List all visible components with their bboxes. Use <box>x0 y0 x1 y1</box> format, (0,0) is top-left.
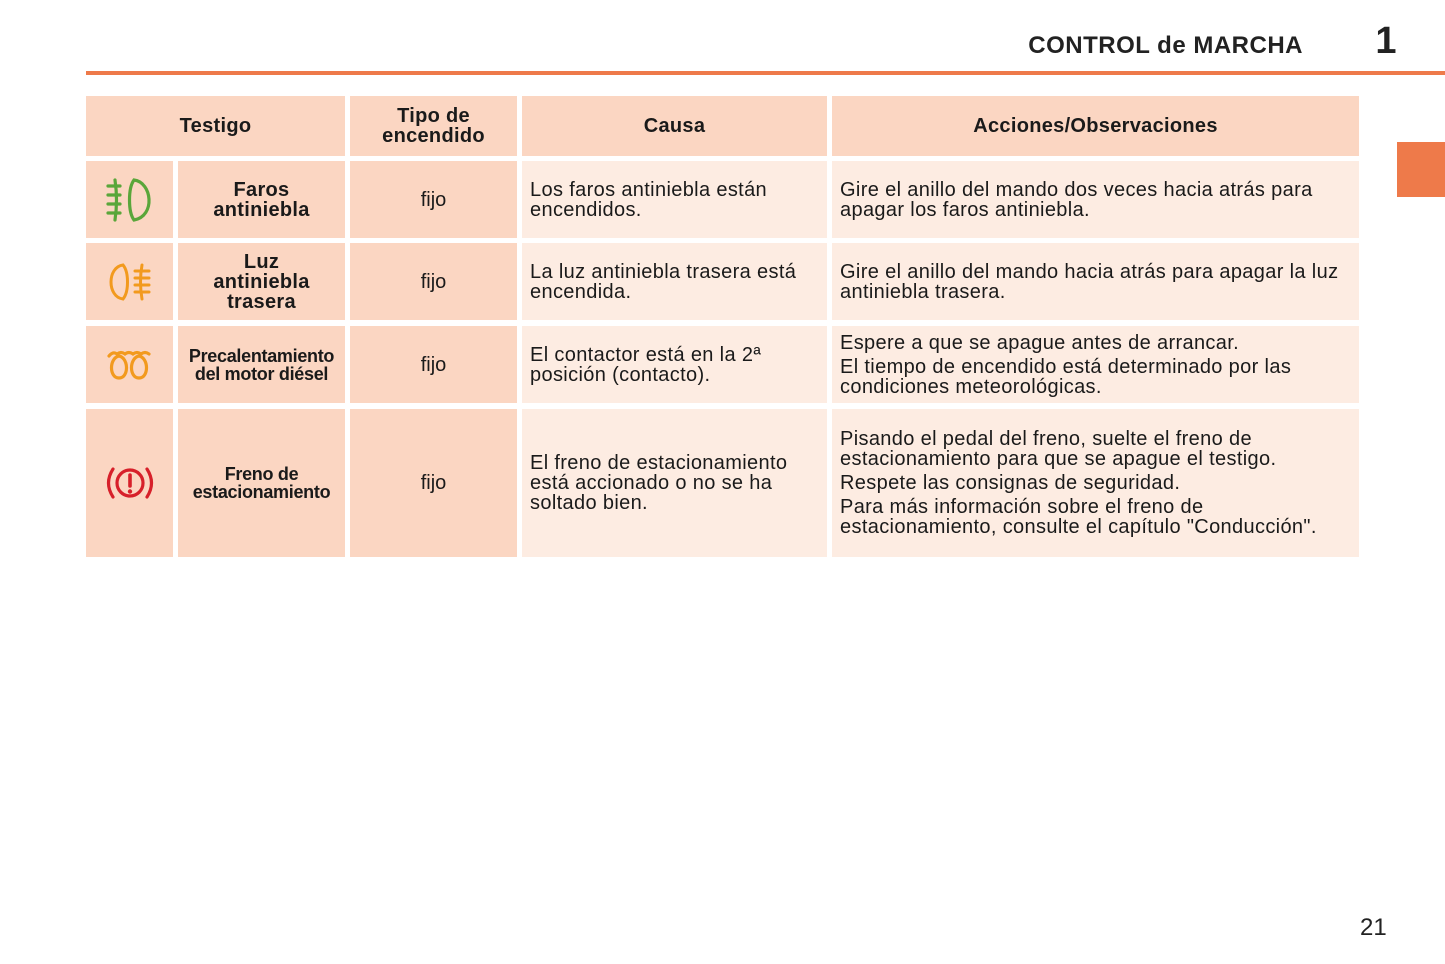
table-row-type: fijo <box>350 409 517 557</box>
fog-light-front-icon <box>104 176 156 224</box>
action-line: Espere a que se apague antes de arrancar. <box>840 331 1240 354</box>
action-line: Respete las consignas de seguridad. <box>840 472 1181 494</box>
column-header-testigo: Testigo <box>86 96 345 156</box>
table-row-icon-cell <box>86 161 173 238</box>
table-row-name: Luz antiniebla trasera <box>178 243 345 320</box>
table-row-cause: El contactor está en la 2ª posición (contacto). <box>522 326 827 403</box>
column-header-acciones: Acciones/Observaciones <box>832 96 1359 156</box>
chapter-number: 1 <box>1375 20 1397 62</box>
table-row-type: fijo <box>350 161 517 238</box>
glow-plug-icon <box>107 348 153 382</box>
page-number: 21 <box>1360 914 1387 941</box>
table-row-name: Freno de estacionamiento <box>178 409 345 557</box>
header-rule <box>86 71 1445 75</box>
table-row-icon-cell <box>86 409 173 557</box>
action-line: Para más información sobre el freno de estacionamiento, consulte el capítulo "Conducción". <box>840 496 1317 538</box>
table-row-actions: Gire el anillo del mando hacia atrás para apagar la luz antiniebla trasera. <box>832 243 1359 320</box>
table-row-actions <box>832 409 1359 557</box>
table-row-type: fijo <box>350 243 517 320</box>
action-line: Pisando el pedal del freno, suelte el freno de estacionamiento para que se apague el testigo. <box>840 428 1277 470</box>
chapter-tab <box>1397 142 1445 197</box>
column-header-causa: Causa <box>522 96 827 156</box>
parking-brake-icon <box>105 463 155 503</box>
table-row-name: Faros antiniebla <box>178 161 345 238</box>
rear-fog-light-icon <box>107 262 153 302</box>
action-line: El tiempo de encendido está determinado por las condiciones meteorológicas. <box>840 355 1292 398</box>
page-title: CONTROL de MARCHA <box>1028 32 1303 59</box>
table-row-icon-cell <box>86 326 173 403</box>
table-row-actions: Gire el anillo del mando dos veces hacia atrás para apagar los faros antiniebla. <box>832 161 1359 238</box>
table-row-type: fijo <box>350 326 517 403</box>
column-header-tipo: Tipo de encendido <box>350 96 517 156</box>
table-row-actions <box>832 326 1359 403</box>
table-row-cause: La luz antiniebla trasera está encendida. <box>522 243 827 320</box>
table-row-name: Precalentamiento del motor diésel <box>178 326 345 403</box>
table-row-cause: Los faros antiniebla están encendidos. <box>522 161 827 238</box>
table-row-icon-cell <box>86 243 173 320</box>
table-row-cause: El freno de estacionamiento está accionado o no se ha soltado bien. <box>522 409 827 557</box>
